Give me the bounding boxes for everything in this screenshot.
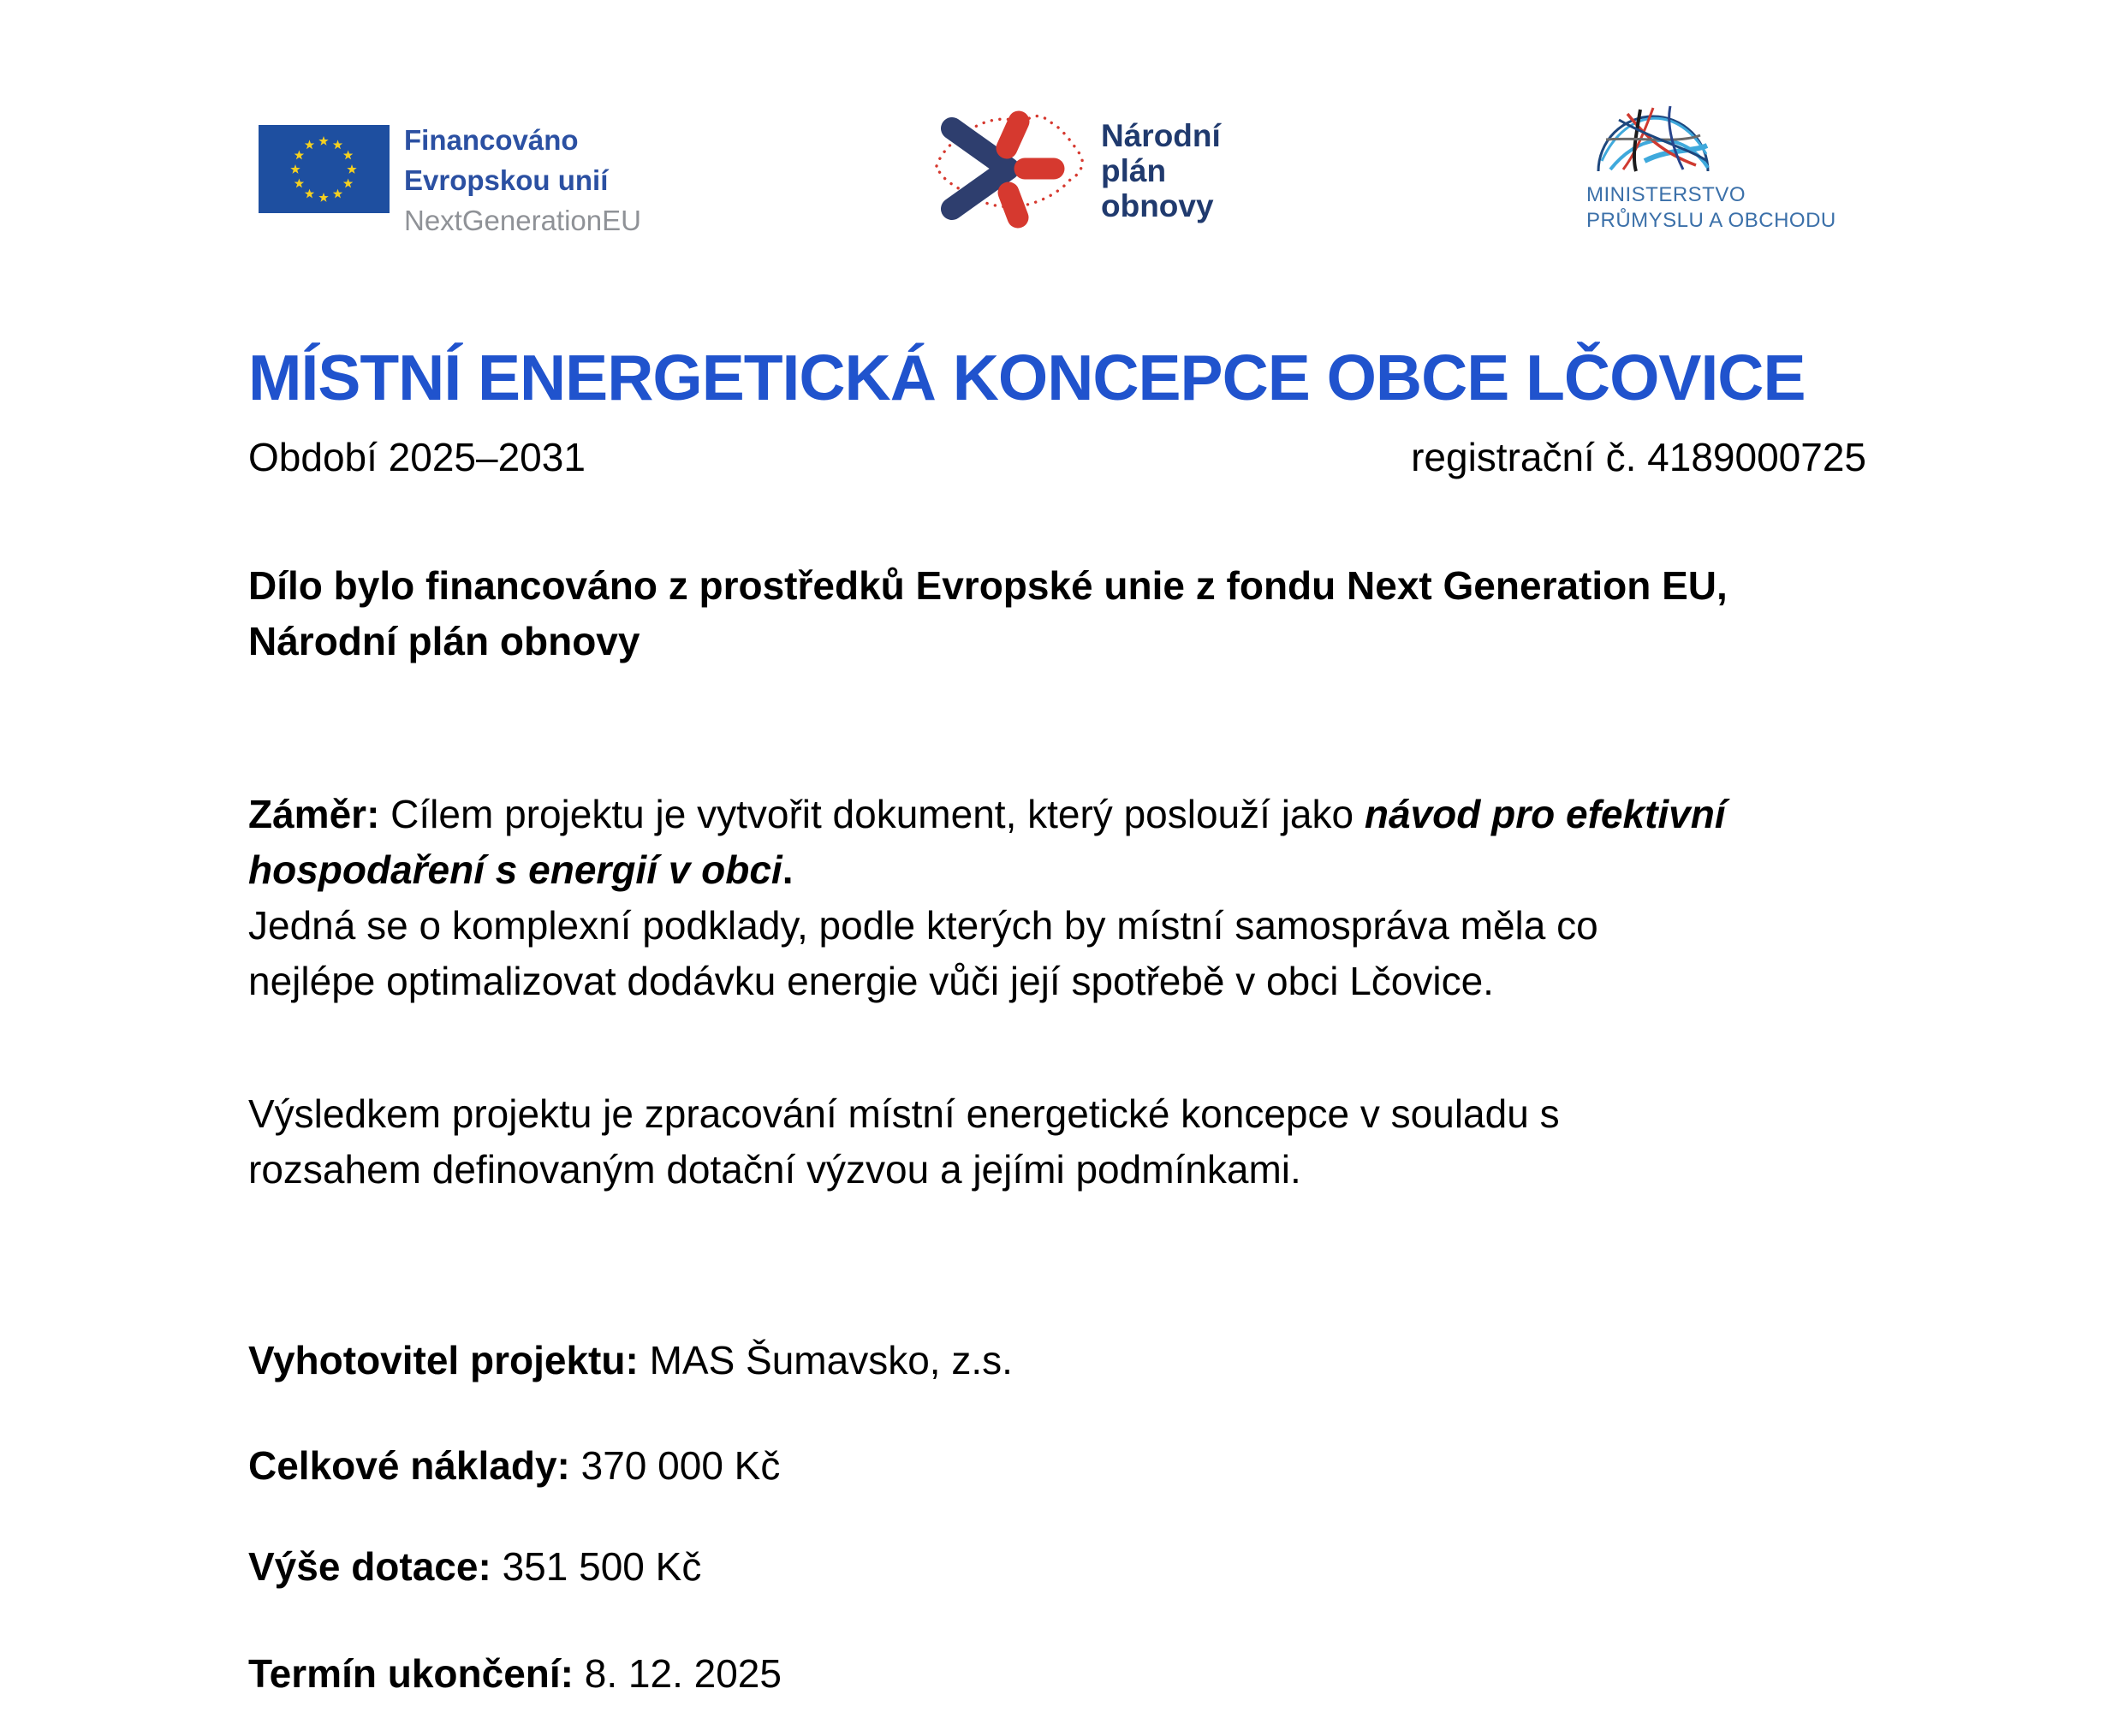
funding-statement-line2: Národní plán obnovy (248, 619, 640, 663)
fact-subsidy-value: 351 500 Kč (502, 1544, 702, 1589)
mpo-logo-line2: PRŮMYSLU A OBCHODU (1586, 209, 1836, 232)
fact-deadline-label: Termín ukončení: (248, 1651, 574, 1696)
npo-logo (931, 103, 1221, 244)
mpo-logo (1586, 101, 1836, 234)
zamer-line2-emphasis: hospodaření s energií v obci (248, 847, 782, 892)
fact-contractor-label: Vyhotovitel projektu: (248, 1338, 639, 1382)
mpo-logo-text (1586, 182, 1836, 234)
zamer-line1-emphasis: návod pro efektivní (1364, 792, 1726, 836)
zamer-line4: nejlépe optimalizovat dodávku energie vůči její spotřebě v obci Lčovice. (248, 959, 1494, 1003)
eu-logo-line3: NextGenerationEU (404, 205, 641, 236)
fact-total-costs-value: 370 000 Kč (580, 1443, 781, 1488)
fact-total-costs-label: Celkové náklady: (248, 1443, 570, 1488)
eu-funding-logo (259, 125, 641, 241)
result-paragraph (248, 1086, 1560, 1198)
zamer-label: Záměr: (248, 792, 380, 836)
funding-statement-line1: Dílo bylo financováno z prostředků Evropské unie z fondu Next Generation EU, (248, 563, 1728, 608)
npo-symbol-icon (931, 103, 1094, 244)
mpo-globe-icon (1593, 101, 1713, 174)
zamer-line1-regular: Cílem projektu je vytvořit dokument, který poslouží jako (390, 792, 1354, 836)
period-label: Období 2025–2031 (248, 435, 586, 479)
registration-number: registrační č. 4189000725 (1411, 435, 1866, 479)
fact-contractor-value: MAS Šumavsko, z.s. (649, 1338, 1013, 1382)
funding-statement (248, 558, 1728, 669)
eu-logo-text (404, 120, 641, 241)
meta-row (248, 433, 1866, 481)
zamer-line2-period: . (782, 847, 794, 892)
fact-subsidy (248, 1543, 701, 1590)
result-line2: rozsahem definovaným dotační výzvou a jejími podmínkami. (248, 1147, 1301, 1192)
npo-logo-line2: plán (1101, 153, 1167, 188)
page-title: MÍSTNÍ ENERGETICKÁ KONCEPCE OBCE LČOVICE (248, 342, 1806, 413)
fact-subsidy-label: Výše dotace: (248, 1544, 491, 1589)
zamer-paragraph (248, 787, 1726, 1009)
mpo-logo-line1: MINISTERSTVO (1586, 183, 1746, 206)
zamer-line2 (248, 842, 1726, 898)
npo-logo-line3: obnovy (1101, 188, 1214, 223)
fact-contractor (248, 1336, 1013, 1384)
fact-deadline-value: 8. 12. 2025 (584, 1651, 782, 1696)
fact-deadline (248, 1650, 782, 1697)
fact-total-costs (248, 1442, 780, 1489)
npo-logo-text (1101, 118, 1221, 244)
eu-flag-icon (259, 125, 390, 213)
zamer-line1 (248, 787, 1726, 842)
eu-logo-line1: Financováno (404, 124, 579, 156)
result-line1: Výsledkem projektu je zpracování místní energetické koncepce v souladu s (248, 1091, 1560, 1136)
eu-logo-line2: Evropskou unií (404, 164, 609, 196)
npo-logo-line1: Národní (1101, 118, 1221, 153)
zamer-line3: Jedná se o komplexní podklady, podle kterých by místní samospráva měla co (248, 903, 1598, 948)
